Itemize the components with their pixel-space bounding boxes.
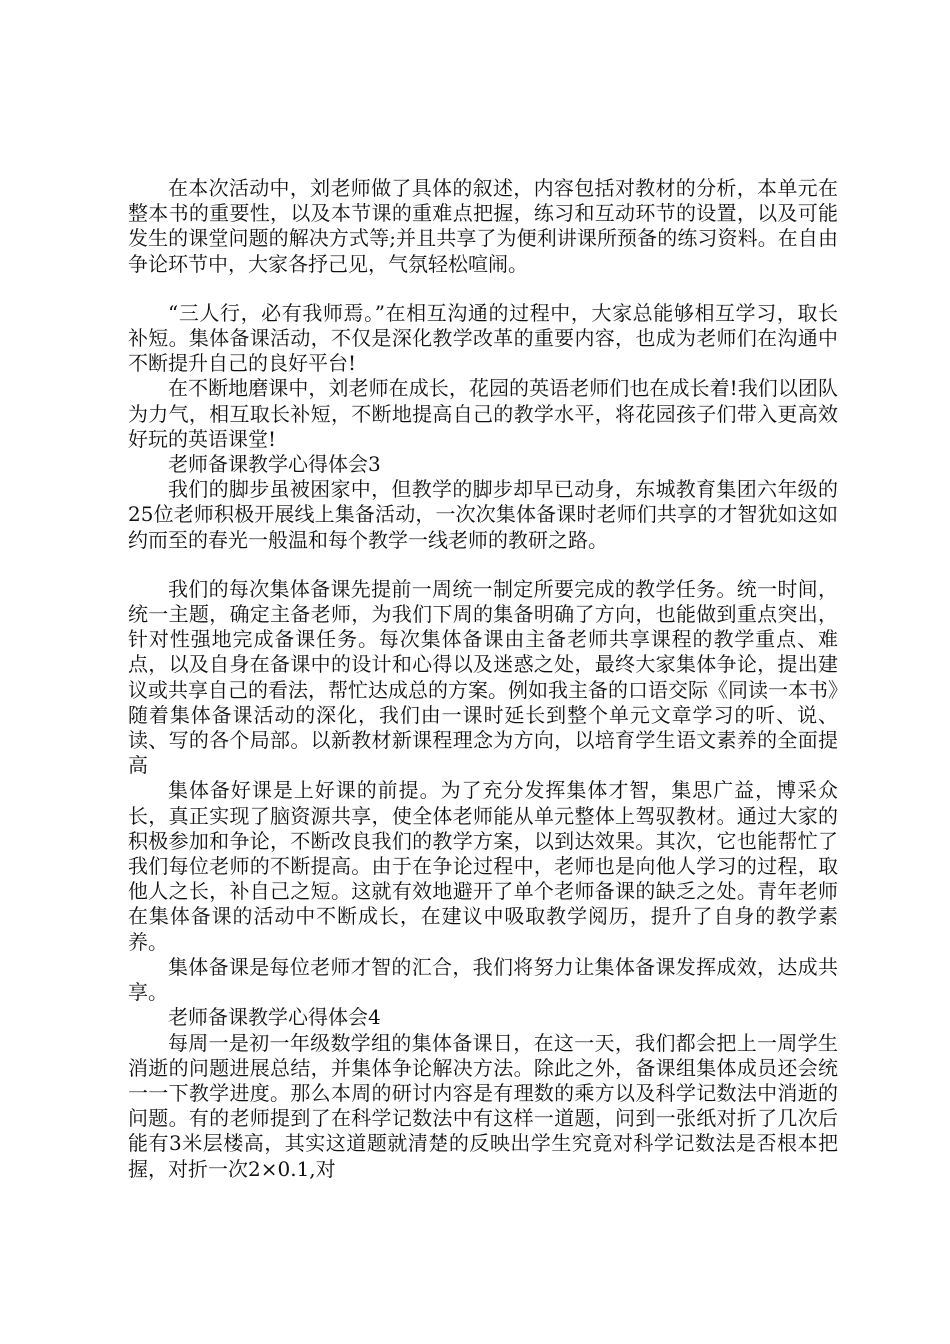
- paragraph-conclusion: 集体备课是每位老师才智的汇合，我们将努力让集体备课发挥成效，达成共享。: [128, 954, 838, 1005]
- paragraph-weekly-planning: 我们的每次集体备课先提前一周统一制定所要完成的教学任务。统一时间，统一主题，确定主备老师，为我们下周的集备明确了方向，也能做到重点突出，针对性强地完成备课任务。每次集体备课由主备老师共享课程的教学重点、难点，以及自身在备课中的设计和心得以及迷惑之处，最终大家集体争论，提出建议或共享自己的看法，帮忙达成总的方案。例如我主备的口语交际《同读一本书》随着集体备课活动的深化，我们由一课时延长到整个单元文章学习的听、说、读、写的各个局部。以新教材新课程理念为方向，以培育学生语文素养的全面提高: [128, 576, 838, 778]
- paragraph-online-collective-prep: 我们的脚步虽被困家中，但教学的脚步却早已动身，东城教育集团六年级的25位老师积极开展线上集备活动，一次次集体备课时老师们共享的才智犹如这如约而至的春光一般温和每个教学一线老师的教研之路。: [128, 477, 838, 552]
- paragraph-activity-description: 在本次活动中，刘老师做了具体的叙述，内容包括对教材的分析，本单元在整本书的重要性，以及本节课的重难点把握，练习和互动环节的设置，以及可能发生的课堂问题的解决方式等;并且共享了为便利讲课所预备的练习资料。在自由争论环节中，大家各抒己见，气氛轻松喧闹。: [128, 176, 838, 276]
- section-heading-4: 老师备课教学心得体会4: [168, 1005, 381, 1030]
- paragraph-three-people-quote: “三人行，必有我师焉。”在相互沟通的过程中，大家总能够相互学习，取长补短。集体备课活动，不仅是深化教学改革的重要内容，也成为老师们在沟通中不断提升自己的良好平台!: [128, 300, 838, 376]
- paragraph-math-group: 每周一是初一年级数学组的集体备课日，在这一天，我们都会把上一周学生消逝的问题进展总结，并集体争论解决方法。除此之外，备课组集体成员还会统一一下教学进度。那么本周的研讨内容是有理数的乘方以及科学记数法中消逝的问题。有的老师提到了在科学记数法中有这样一道题，问到一张纸对折了几次后能有3米层楼高，其实这道题就清楚的反映出学生究竟对科学记数法是否根本把握，对折一次2×0.1,对: [128, 1030, 838, 1181]
- section-heading-3: 老师备课教学心得体会3: [168, 452, 381, 477]
- document-body: [128, 176, 838, 1182]
- paragraph-lesson-polishing: 在不断地磨课中，刘老师在成长，花园的英语老师们也在成长着!我们以团队为力气，相互取长补短，不断地提高自己的教学水平，将花园孩子们带入更高效好玩的英语课堂!: [128, 376, 838, 451]
- paragraph-collective-wisdom: 集体备好课是上好课的前提。为了充分发挥集体才智，集思广益，博采众长，真正实现了脑资源共享，使全体老师能从单元整体上驾驭教材。通过大家的积极参加和争论，不断改良我们的教学方案，以到达效果。其次，它也能帮忙了我们每位老师的不断提高。由于在争论过程中，老师也是向他人学习的过程，取他人之长，补自己之短。这就有效地避开了单个老师备课的缺乏之处。青年老师在集体备课的活动中不断成长，在建议中吸取教学阅历，提升了自身的教学素养。: [128, 778, 838, 954]
